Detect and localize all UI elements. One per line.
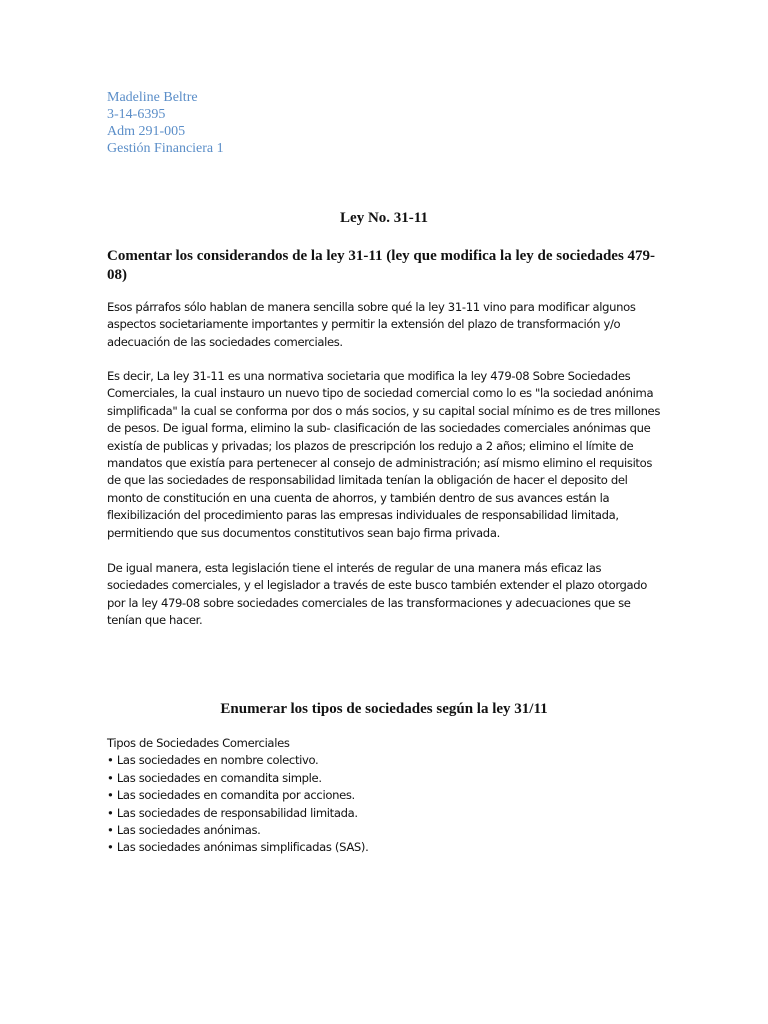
list-item: • Las sociedades anónimas. [107, 823, 261, 838]
question-heading: Comentar los considerandos de la ley 31-11 (ley que modifica la ley de sociedades 479-08) [107, 248, 656, 283]
list-item: • Las sociedades anónimas simplificadas (SAS). [107, 840, 369, 855]
list-item: • Las sociedades en comandita por acciones. [107, 788, 355, 803]
company-types-list [107, 735, 662, 857]
list-heading: Tipos de Sociedades Comerciales [107, 736, 290, 750]
list-item: • Las sociedades en nombre colectivo. [107, 753, 319, 768]
author-header [107, 89, 224, 157]
author-name: Madeline Beltre [107, 90, 198, 105]
list-item: • Las sociedades en comandita simple. [107, 770, 322, 785]
student-id: 3-14-6395 [107, 107, 166, 122]
paragraph: Esos párrafos sólo hablan de manera sencilla sobre qué la ley 31-11 vino para modificar algunos aspectos societariamente importantes y permitir la extensión del plazo de transformación y/o adecuación de las sociedades comerciales. [107, 300, 636, 349]
paragraph: Es decir, La ley 31-11 es una normativa societaria que modifica la ley 479-08 Sobre Sociedades Comerciales, la cual instauro un nuevo tipo de sociedad comercial como lo es "la sociedad anónima simplificada" la cual se conforma por dos o más socios, y su capital social mínimo es de tres millones de pesos. De igual forma, elimino la sub- clasificación de las sociedades comerciales anónimas que existía de publicas y privadas; los plazos de prescripción los redujo a 2 años; elimino el límite de mandatos que existía para pertenecer al consejo de administración; así mismo elimino el requisitos de que las sociedades de responsabilidad limitada tenían la obligación de hacer el deposito del monto de constitución en una cuenta de ahorros, y también dentro de sus avances están la flexibilización del procedimiento paras las empresas individuales de responsabilidad limitada, permitiendo que sus documentos constitutivos sean bajo firma privada. [107, 369, 661, 540]
document-title: Ley No. 31-11 [340, 210, 428, 226]
course-code: Adm 291-005 [107, 124, 186, 139]
list-item: • Las sociedades de responsabilidad limitada. [107, 805, 358, 820]
course-name: Gestión Financiera 1 [107, 141, 224, 156]
paragraph: De igual manera, esta legislación tiene el interés de regular de una manera más eficaz las sociedades comerciales, y el legislador a través de este busco también extender el plazo otorgado por la ley 479-08 sobre sociedades comerciales de las transformaciones y adecuaciones que se tenían que hacer. [107, 561, 648, 628]
section-heading: Enumerar los tipos de sociedades según la ley 31/11 [220, 701, 548, 717]
